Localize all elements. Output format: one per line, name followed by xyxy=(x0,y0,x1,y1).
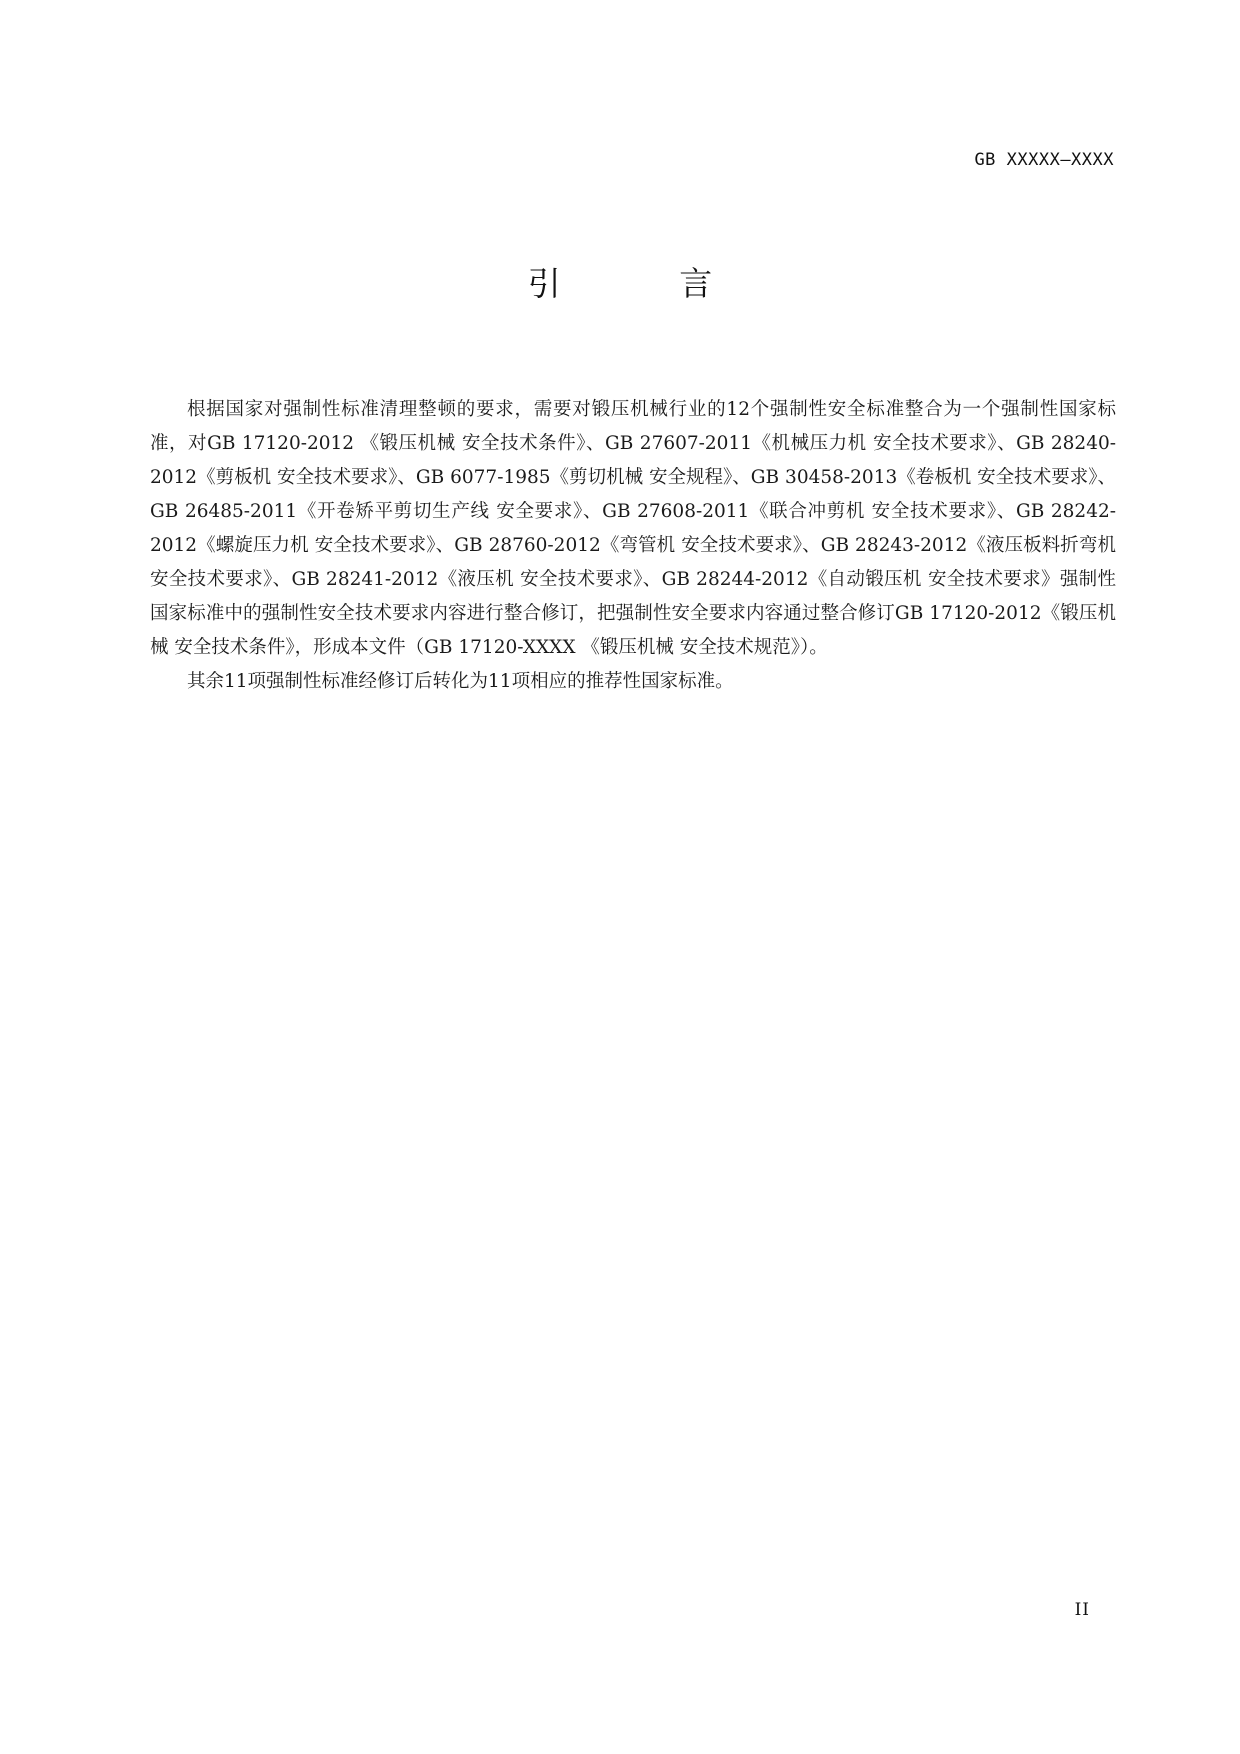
paragraph: 根据国家对强制性标准清理整顿的要求，需要对锻压机械行业的12个强制性安全标准整合为一个强制性国家标准，对GB 17120-2012 《锻压机械 安全技术条件》、GB 27607-2011《机械压力机 安全技术要求》、GB 28240-2012《剪板机 安全技术要求》、GB 6077-1985《剪切机械 安全规程》、GB 30458-2013《卷板机 安全技术要求》、GB 26485-2011《开卷矫平剪切生产线 安全要求》、GB 27608-2011《联合冲剪机 安全技术要求》、GB 28242-2012《螺旋压力机 安全技术要求》、GB 28760-2012《弯管机 安全技术要求》、GB 28243-2012《液压板料折弯机 安全技术要求》、GB 28241-2012《液压机 安全技术要求》、GB 28244-2012《自动锻压机 安全技术要求》强制性国家标准中的强制性安全技术要求内容进行整合修订，把强制性安全要求内容通过整合修订GB 17120-2012《锻压机械 安全技术条件》，形成本文件（GB 17120-XXXX 《锻压机械 安全技术规范》）。 xyxy=(150,399,1116,658)
paragraph: 其余11项强制性标准经修订后转化为11项相应的推荐性国家标准。 xyxy=(187,671,734,692)
standard-code: GB XXXXX—XXXX xyxy=(974,150,1114,170)
introduction-body xyxy=(150,393,1116,699)
page-title: 引 言 xyxy=(527,264,767,303)
page-number: II xyxy=(1074,1600,1090,1620)
